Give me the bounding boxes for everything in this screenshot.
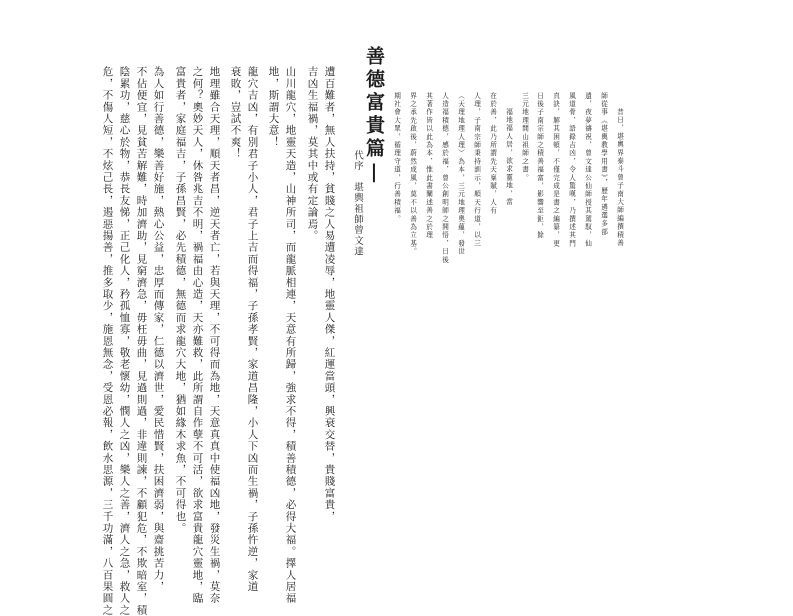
right-column-10: 人理，子南宗師秉持訓示，順天行道，以三: [472, 92, 481, 248]
right-column-15: 期社會大眾，循理守道，行善積福。: [392, 92, 401, 224]
byline-author: 堪輿祖師曾文達: [352, 182, 363, 257]
right-column-4: 風道骨，語錄吉凶，令人驚嘆，乃撰述其門: [567, 92, 576, 248]
body-column-8: 之何？奧妙天人，休咎兆吉不明，禍福由心造，天亦難救，此所謂自作孽不可活，欲求富貴龍穴靈地，臨: [191, 66, 204, 605]
right-column-9: 在於善，此乃所謂先天稟賦，人有: [488, 92, 497, 215]
body-column-11: 不佔便宜，見貧苦解難，時加濟助，見窮濟急，毋枉毋曲，見過則過，非違則諫，不顧犯危，不欺暗室，積: [135, 66, 148, 616]
right-column-12: 人造福積德，感於福，曾公創明師之開悟，日後: [440, 92, 449, 265]
body-column-9: 富貴者，家庭福吉，子孫昌賢，必先積德，無德而求龍穴大地，猶如緣木求魚，不可得也。: [174, 66, 187, 534]
right-column-5: 真訣，解其困頓，不僅完成是書之編纂，更: [551, 92, 560, 248]
right-column-7: 三元地理開山祖師之書。: [520, 92, 529, 183]
body-column-1: 遭百難者，無人扶持，貧賤之人易遭凌辱，地靈人傑，紅運當頭，興衰交替，貴賤富貴，: [323, 66, 336, 523]
body-column-4: 地，斯謂大意！: [267, 66, 280, 148]
page-title: [361, 46, 388, 187]
title-text: 善德富貴篇: [363, 46, 385, 161]
body-column-13: 危，不傷人短，不炫己長，遏惡揚善，推多取少，施恩無念，受恩必報，飲水思源，三千功滿，八百果圓之: [101, 66, 114, 616]
body-column-10: 為人如行善德，樂善好施，熱心公益，忠厚而傳家，仁德以濟世，愛民惜賢，扶困濟弱，與齋挑苦力，: [152, 66, 165, 593]
body-column-2: 吉凶生福禍，莫其中或有定論焉。: [306, 66, 319, 242]
title-mark: |: [363, 161, 385, 187]
byline-label: 代序: [352, 150, 363, 172]
right-column-13: 其著作皆以此為本，惟此書闡述善之於理: [424, 92, 433, 240]
right-column-8: 福地福人居，欲求靈地，當: [504, 108, 513, 207]
body-column-3: 山川龍穴，地靈天造，山神所司，而龍脈相連，天意有所歸，強求不得，積善積德，必得大福。擇人居福: [284, 66, 297, 605]
right-column-6: 日後子南宗師之積善福富，影響至鉅，餘: [535, 92, 544, 240]
body-column-7: 地理雖合天理，順天者昌，逆天者亡，若與天理，不可得而為地，天意真真中使福凶地，發災生禍，莫奈: [208, 66, 221, 605]
body-column-5: 龍穴吉凶，有別君子小人，君子上吉而得福，子孫孝賢，家道昌隆，小人下凶而生禍，子孫忤逆，家道: [246, 66, 259, 593]
right-column-1: 昔日，堪輿界泰斗曾子南大師編撰積善: [615, 108, 624, 248]
right-column-2: 師從事《堪輿教學用書》，歷年遴選多部: [599, 92, 608, 237]
right-column-3: 遺，夜夢禱祝，曾文達公仙師授其駕馭，仙: [583, 92, 592, 248]
body-column-12: 陰累功，慈心於物，恭長友悌，正己化人，矜孤恤寡，敬老懷幼，憫人之凶，樂人之善，濟人之急，救人之: [118, 66, 131, 616]
right-column-14: 界之承先啟後，蔚然成風，莫不以善為立基。: [408, 92, 417, 256]
body-column-6: 衰敗，豈試不爽！: [229, 66, 242, 160]
right-column-11: （天理地理人理）為本，三元地理奧蘊，發世: [456, 92, 465, 256]
